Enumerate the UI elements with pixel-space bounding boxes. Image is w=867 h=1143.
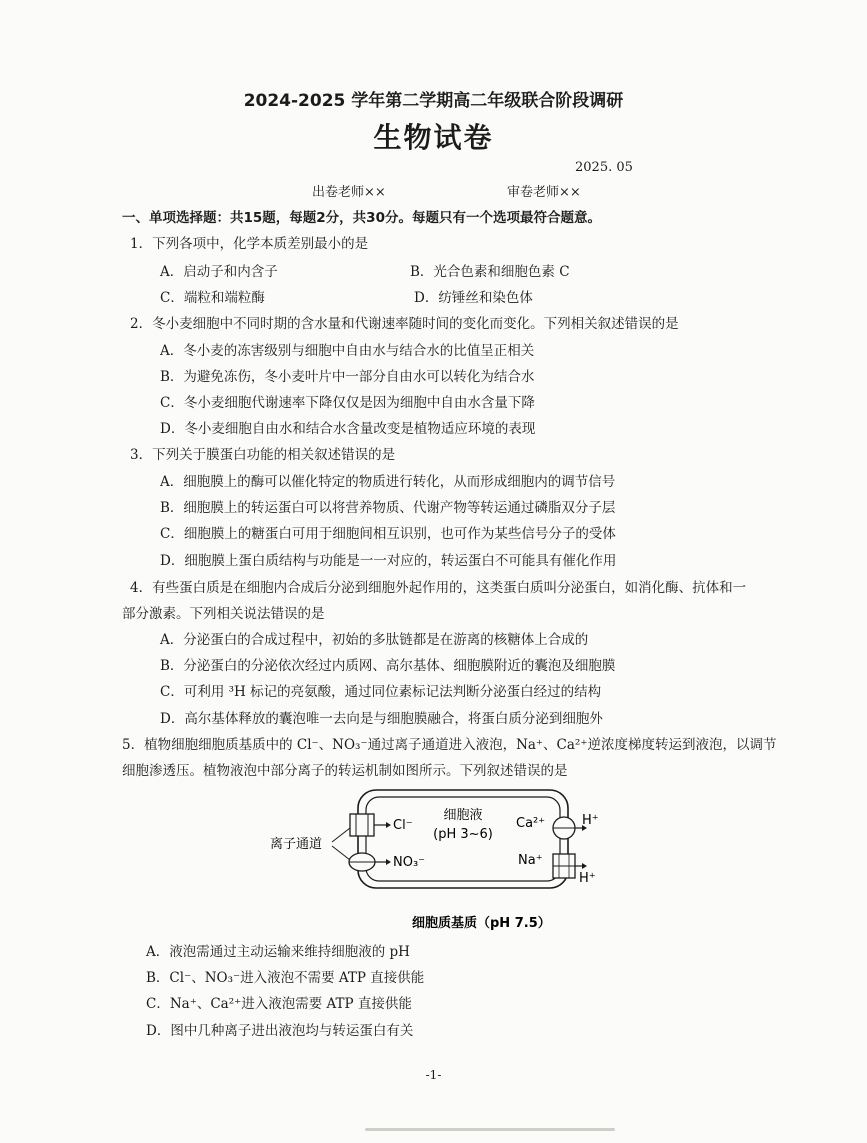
question-3-option-d: D．细胞膜上蛋白质结构与功能是一一对应的，转运蛋白不可能具有催化作用 xyxy=(160,553,617,569)
question-4-stem-line-1: 4．有些蛋白质是在细胞内合成后分泌到细胞外起作用的，这类蛋白质叫分泌蛋白，如消化酶、抗体和一 xyxy=(130,580,747,596)
chloride-channel xyxy=(350,814,391,836)
page-number: -1- xyxy=(425,1068,442,1082)
question-5-option-a: A．液泡需通过主动运输来维持细胞液的 pH xyxy=(146,944,410,960)
question-1-stem: 1．下列各项中，化学本质差别最小的是 xyxy=(130,236,369,252)
question-4-option-a: A．分泌蛋白的合成过程中，初始的多肽链都是在游离的核糖体上合成的 xyxy=(160,632,589,648)
question-1-option-c: C．端粒和端粒酶 xyxy=(160,290,265,306)
question-2-stem: 2．冬小麦细胞中不同时期的含水量和代谢速率随时间的变化而变化。下列相关叙述错误的是 xyxy=(130,316,679,332)
cell-sap-label: 细胞液 xyxy=(443,808,483,823)
sodium-label: Na⁺ xyxy=(518,853,543,868)
channel-pointer-line-2 xyxy=(332,846,350,860)
paper-reviewer: 审卷老师×× xyxy=(507,185,581,200)
proton-label-2: H⁺ xyxy=(579,871,596,886)
exam-subtitle: 2024-2025 学年第二学期高二年级联合阶段调研 xyxy=(243,91,624,111)
cell-sap-ph-label: (pH 3~6) xyxy=(433,827,493,842)
question-5-option-b: B．Cl⁻、NO₃⁻进入液泡不需要 ATP 直接供能 xyxy=(146,970,425,986)
vacuole-transport-diagram xyxy=(270,782,600,937)
question-4-option-c: C．可利用 ³H 标记的亮氨酸，通过同位素标记法判断分泌蛋白经过的结构 xyxy=(160,684,602,700)
nitrate-channel xyxy=(349,853,391,871)
question-4-option-b: B．分泌蛋白的分泌依次经过内质网、高尔基体、细胞膜附近的囊泡及细胞膜 xyxy=(160,658,616,674)
paper-setter: 出卷老师×× xyxy=(312,185,386,200)
question-2-option-a: A．冬小麦的冻害级别与细胞中自由水与结合水的比值呈正相关 xyxy=(160,343,535,359)
question-3-option-c: C．细胞膜上的糖蛋白可用于细胞间相互识别，也可作为某些信号分子的受体 xyxy=(160,526,616,542)
question-4-stem-line-2: 部分激素。下列相关说法错误的是 xyxy=(122,606,325,622)
section-heading: 一、单项选择题：共15题，每题2分，共30分。每题只有一个选项最符合题意。 xyxy=(122,210,601,226)
calcium-label: Ca²⁺ xyxy=(516,816,546,831)
channel-pointer-line-1 xyxy=(332,828,350,842)
ion-channel-label: 离子通道 xyxy=(270,837,323,852)
question-1-option-d: D．纺锤丝和染色体 xyxy=(414,290,533,306)
question-3-option-b: B．细胞膜上的转运蛋白可以将营养物质、代谢产物等转运通过磷脂双分子层 xyxy=(160,500,616,516)
question-2-option-d: D．冬小麦细胞自由水和结合水含量改变是植物适应环境的表现 xyxy=(160,421,536,437)
scan-edge-mark xyxy=(365,1128,615,1131)
exam-date: 2025. 05 xyxy=(575,160,633,175)
nitrate-label: NO₃⁻ xyxy=(393,855,426,870)
cytoplasm-label: 细胞质基质（pH 7.5） xyxy=(412,916,551,931)
question-5-stem-line-2: 细胞渗透压。植物液泡中部分离子的转运机制如图所示。下列叙述错误的是 xyxy=(122,763,568,779)
question-2-option-b: B．为避免冻伤，冬小麦叶片中一部分自由水可以转化为结合水 xyxy=(160,369,535,385)
proton-label-1: H⁺ xyxy=(582,813,599,828)
question-3-option-a: A．细胞膜上的酶可以催化特定的物质进行转化，从而形成细胞内的调节信号 xyxy=(160,474,616,490)
question-2-option-c: C．冬小麦细胞代谢速率下降仅仅是因为细胞中自由水含量下降 xyxy=(160,395,535,411)
question-5-option-d: D．图中几种离子进出液泡均与转运蛋白有关 xyxy=(146,1023,414,1039)
question-1-option-b: B．光合色素和细胞色素 C xyxy=(410,264,570,280)
exam-title: 生物试卷 xyxy=(373,121,494,154)
question-5-option-c: C．Na⁺、Ca²⁺进入液泡需要 ATP 直接供能 xyxy=(146,996,412,1012)
chloride-label: Cl⁻ xyxy=(393,818,413,833)
question-3-stem: 3．下列关于膜蛋白功能的相关叙述错误的是 xyxy=(130,447,396,463)
question-4-option-d: D．高尔基体释放的囊泡唯一去向是与细胞膜融合，将蛋白质分泌到细胞外 xyxy=(160,711,603,727)
question-1-option-a: A．启动子和内含子 xyxy=(160,264,278,280)
question-5-stem-line-1: 5．植物细胞细胞质基质中的 Cl⁻、NO₃⁻通过离子通道进入液泡，Na⁺、Ca²⁺逆浓度梯度转运到液泡，以调节 xyxy=(122,737,777,753)
